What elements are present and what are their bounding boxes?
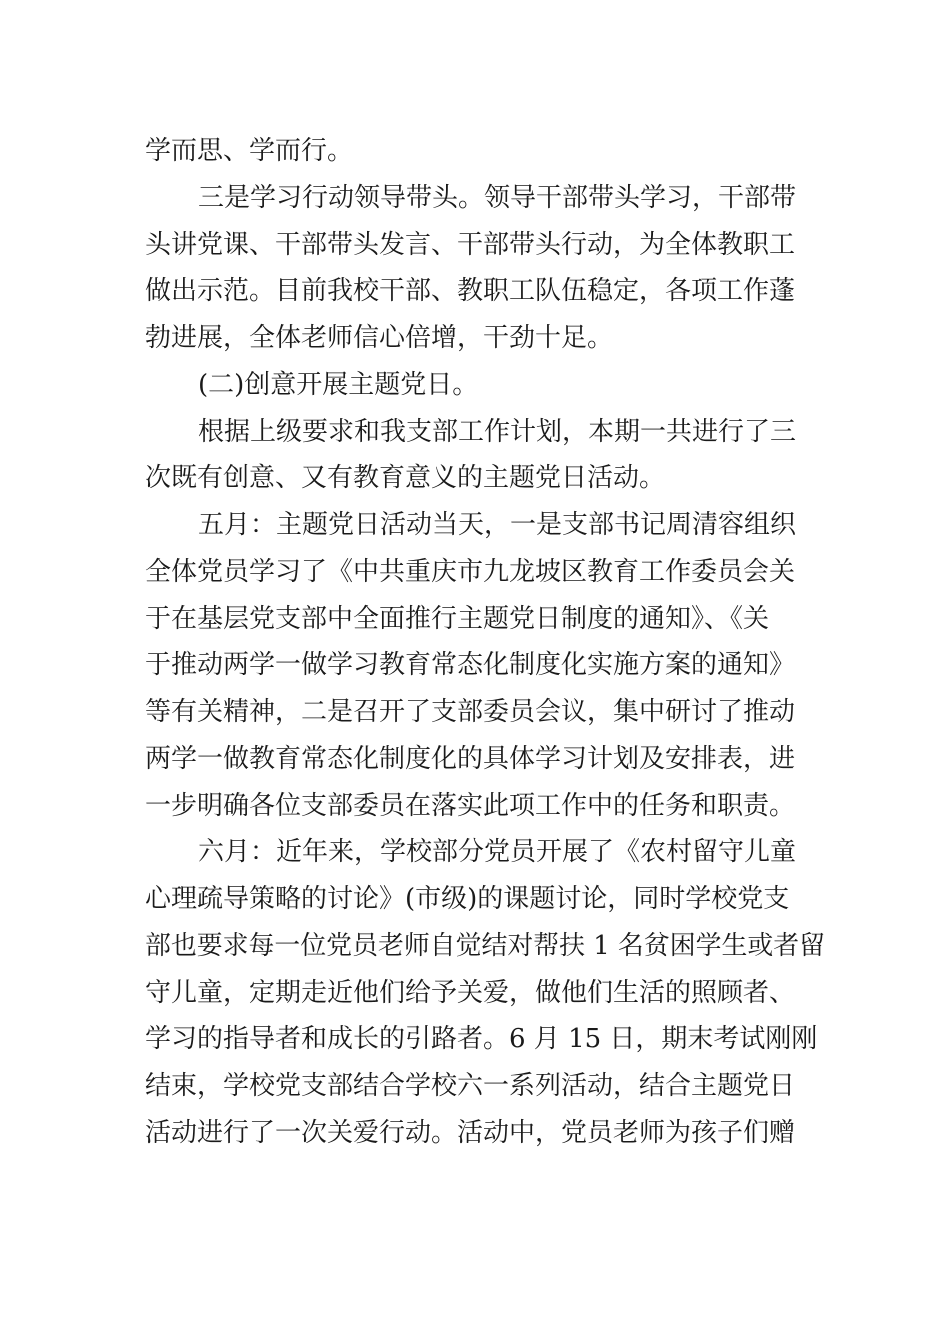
text-line: 部也要求每一位党员老师自觉结对帮扶 1 名贫困学生或者留 [145,930,825,961]
text-line: 于推动两学一做学习教育常态化制度化实施方案的通知》 [145,650,796,681]
text-line: 次既有创意、又有教育意义的主题党日活动。 [145,463,666,494]
text-line: 勃进展，全体老师信心倍增，干劲十足。 [145,323,614,353]
text-line: 三是学习行动领导带头。领导干部带头学习，干部带 [198,182,797,213]
text-line: 做出示范。目前我校干部、教职工队伍稳定，各项工作蓬 [145,276,796,307]
section-heading: (二)创意开展主题党日。 [198,369,479,400]
body-text [145,128,825,1157]
text-line: 于在基层党支部中全面推行主题党日制度的通知》、《关 [145,603,770,634]
text-line: 守儿童，定期走近他们给予关爱，做他们生活的照顾者、 [145,977,796,1008]
text-line: 五月：主题党日活动当天，一是支部书记周清容组织 [198,510,797,540]
text-line: 学习的指导者和成长的引路者。6 月 15 日，期末考试刚刚 [145,1024,818,1055]
text-line: 学而思、学而行。 [145,136,354,166]
text-line: 六月：近年来，学校部分党员开展了《农村留守儿童 [198,837,797,868]
text-line: 等有关精神，二是召开了支部委员会议，集中研讨了推动 [145,697,796,727]
text-line: 结束，学校党支部结合学校六一系列活动，结合主题党日 [145,1071,796,1101]
text-line: 心理疏导策略的讨论》(市级)的课题讨论，同时学校党支 [145,884,790,914]
text-line: 一步明确各位支部委员在落实此项工作中的任务和职责。 [145,790,796,821]
text-line: 根据上级要求和我支部工作计划，本期一共进行了三 [198,416,797,447]
text-line: 活动进行了一次关爱行动。活动中，党员老师为孩子们赠 [145,1117,796,1148]
text-line: 两学一做教育常态化制度化的具体学习计划及安排表，进 [145,743,796,774]
text-line: 全体党员学习了《中共重庆市九龙坡区教育工作委员会关 [145,556,796,587]
text-line: 头讲党课、干部带头发言、干部带头行动，为全体教职工 [145,229,796,260]
